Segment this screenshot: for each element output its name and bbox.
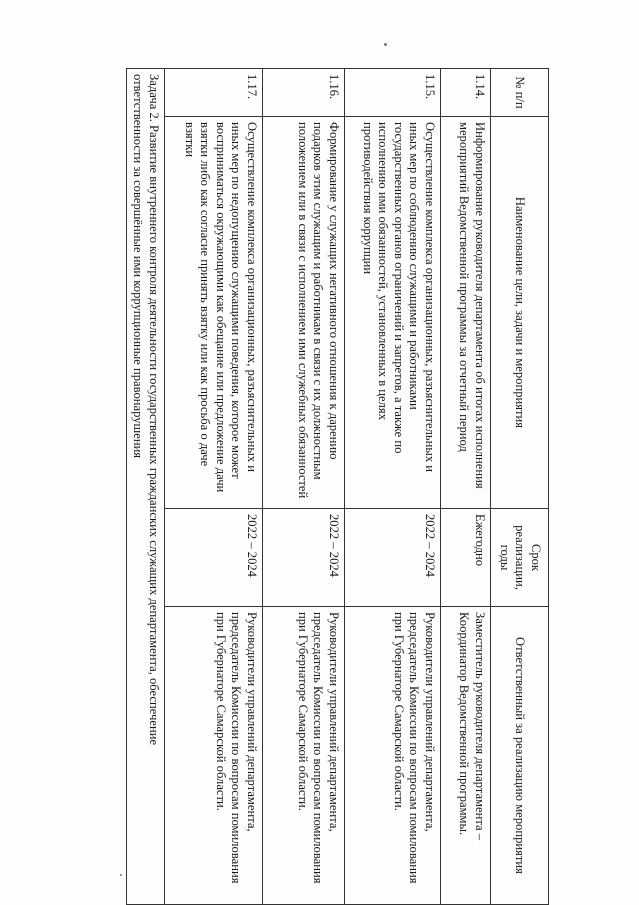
row-name: Информирование руководителя департамента об итогах исполнения мероприятий Ведомственной программы за отчетный период (441, 117, 491, 509)
row-name: Осуществление комплекса организационных, разъяснительных и иных мер по соблюдению служащими и работниками государственных органов ограничений и запретов, а также по исполнению ими обязанностей, установленных в целях противодействия коррупции (345, 117, 441, 509)
task-heading-line2: ответственности за совершённые ими коррупционные правонарушения (131, 74, 146, 459)
row-term: Ежегодно (441, 509, 491, 607)
task-row (127, 69, 165, 905)
row-name: Осуществление комплекса организационных, разъяснительных и иных мер по недопущению служащими поведения, которое может восприниматься окружающими как обещание или предложение дачи взятки либо как согласие принять взятку или как просьба о даче взятки (165, 117, 263, 509)
table-header-row (491, 69, 549, 905)
row-num: 1.16. (263, 69, 345, 117)
row-name: Формирование у служащих негативного отношения к дарению подарков этим служащим и работникам в связи с их должностным положением или в связи с исполнением ими служебных обязанностей (263, 117, 345, 509)
table-row (263, 69, 345, 905)
header-num: № п/п (491, 69, 549, 117)
header-term: Срок реализации, годы (491, 509, 549, 607)
header-name: Наименование цели, задачи и мероприятия (491, 117, 549, 509)
table-row (165, 69, 263, 905)
row-term: 2022 – 2024 (165, 509, 263, 607)
row-num: 1.17. (165, 69, 263, 117)
row-term: 2022 – 2024 (263, 509, 345, 607)
row-num: 1.15. (345, 69, 441, 117)
row-responsible: Руководители управлений департамента, председатель Комиссии по вопросам помилования при Губернаторе Самарской области. (263, 607, 345, 905)
task-heading-line1: Задача 2. Развитие внутреннего контроля деятельности государственных гражданских служащих департамента, обеспечение (147, 74, 161, 746)
row-responsible: Руководители управлений департамента, председатель Комиссии по вопросам помилования при Губернаторе Самарской области. (345, 607, 441, 905)
table-row (441, 69, 491, 905)
row-term: 2022 – 2024 (345, 509, 441, 607)
row-num: 1.14. (441, 69, 491, 117)
program-table (126, 68, 549, 905)
row-responsible: Руководители управлений департамента, председатель Комиссии по вопросам помилования при Губернаторе Самарской области. (165, 607, 263, 905)
row-responsible: Заместитель руководителя департамента – Координатор Ведомственной программы. (441, 607, 491, 905)
header-responsible: Ответственный за реализацию мероприятия (491, 607, 549, 905)
table-row (345, 69, 441, 905)
task-heading (127, 69, 165, 905)
